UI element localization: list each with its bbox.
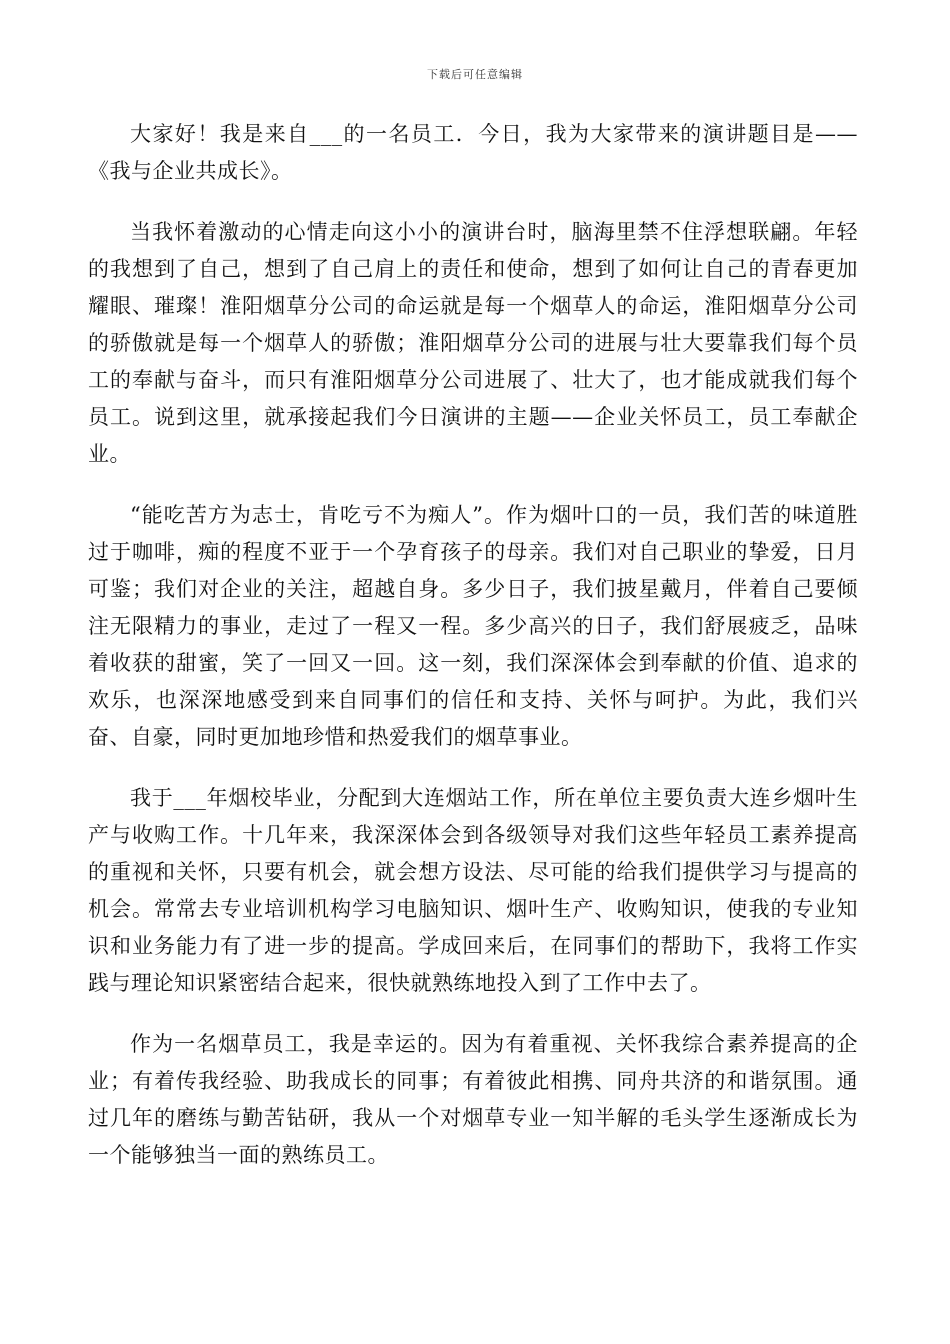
document-body xyxy=(88,116,858,1198)
paragraph-5: 作为一名烟草员工，我是幸运的。因为有着重视、关怀我综合素养提高的企业；有着传我经验、助我成长的同事；有着彼此相携、同舟共济的和谐氛围。通过几年的磨练与勤苦钻研，我从一个对烟草专业一知半解的毛头学生逐渐成长为一个能够独当一面的熟练员工。 xyxy=(88,1032,858,1167)
paragraph-3: “能吃苦方为志士，肯吃亏不为痴人”。作为烟叶口的一员，我们苦的味道胜过于咖啡，痴的程度不亚于一个孕育孩子的母亲。我们对自己职业的挚爱，日月可鉴；我们对企业的关注，超越自身。多少日子，我们披星戴月，伴着自己要倾注无限精力的事业，走过了一程又一程。多少高兴的日子，我们舒展疲乏，品味着收获的甜蜜，笑了一回又一回。这一刻，我们深深体会到奉献的价值、追求的欢乐，也深深地感受到来自同事们的信任和支持、关怀与呵护。为此，我们兴奋、自豪，同时更加地珍惜和热爱我们的烟草事业。 xyxy=(88,503,858,749)
paragraph-1: 大家好！我是来自___的一名员工．今日，我为大家带来的演讲题目是——《我与企业共成长》。 xyxy=(88,122,858,183)
paragraph-4: 我于___年烟校毕业，分配到大连烟站工作，所在单位主要负责大连乡烟叶生产与收购工作。十几年来，我深深体会到各级领导对我们这些年轻员工素养提高的重视和关怀，只要有机会，就会想方设法、尽可能的给我们提供学习与提高的机会。常常去专业培训机构学习电脑知识、烟叶生产、收购知识，使我的专业知识和业务能力有了进一步的提高。学成回来后，在同事们的帮助下，我将工作实践与理论知识紧密结合起来，很快就熟练地投入到了工作中去了。 xyxy=(88,786,858,995)
page-header-note: 下载后可任意编辑 xyxy=(427,68,523,81)
paragraph-2: 当我怀着激动的心情走向这小小的演讲台时，脑海里禁不住浮想联翩。年轻的我想到了自己，想到了自己肩上的责任和使命，想到了如何让自己的青春更加耀眼、璀璨！淮阳烟草分公司的命运就是每一个烟草人的命运，淮阳烟草分公司的骄傲就是每一个烟草人的骄傲；淮阳烟草分公司的进展与壮大要靠我们每个员工的奉献与奋斗，而只有淮阳烟草分公司进展了、壮大了，也才能成就我们每个员工。说到这里，就承接起我们今日演讲的主题——企业关怀员工，员工奉献企业。 xyxy=(88,220,858,466)
